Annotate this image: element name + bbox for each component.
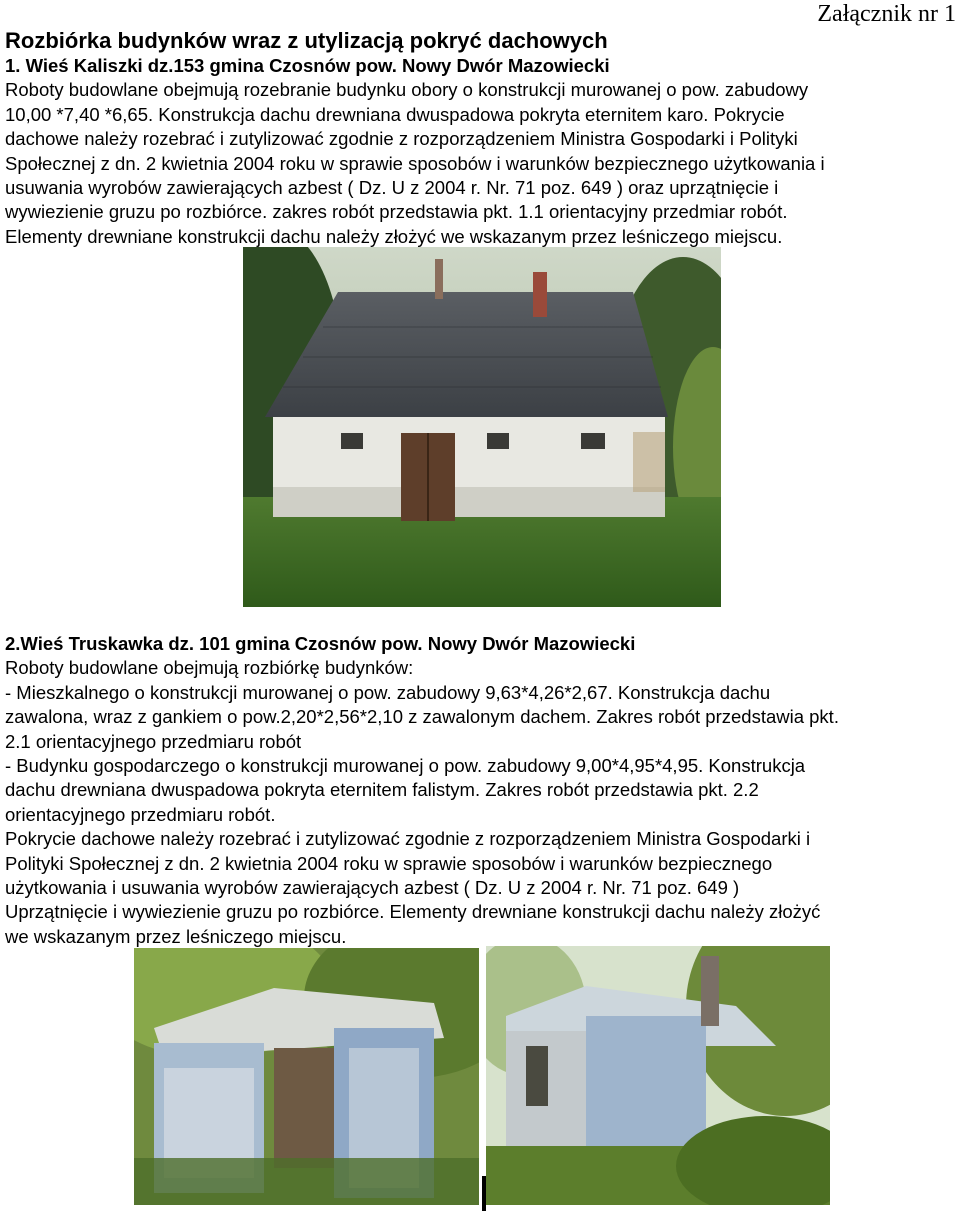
document-title: Rozbiórka budynków wraz z utylizacją pokryć dachowych — [5, 28, 608, 53]
section-2-heading: 2.Wieś Truskawka dz. 101 gmina Czosnów pow. Nowy Dwór Mazowiecki — [5, 633, 636, 654]
section-1-line: Społecznej z dn. 2 kwietnia 2004 roku w sprawie sposobów i warunków bezpiecznego użytkowania i — [5, 152, 825, 174]
barn-kaliszki-photo — [243, 247, 721, 607]
section-1-line: usuwania wyrobów zawierających azbest ( Dz. U z 2004 r. Nr. 71 poz. 649 ) oraz uprzątnięcie i — [5, 177, 779, 199]
section-2-line: orientacyjnego przedmiaru robót. — [5, 803, 276, 825]
section-2-line: Polityki Społecznej z dn. 2 kwietnia 2004 roku w sprawie sposobów i warunków bezpiecznego — [5, 852, 773, 874]
section-2-line: użytkowania i usuwania wyrobów zawierających azbest ( Dz. U z 2004 r. Nr. 71 poz. 649 ) — [5, 877, 740, 899]
section-2 — [5, 632, 955, 949]
text-cursor-mark — [482, 1176, 486, 1211]
section-2-line: - Budynku gospodarczego o konstrukcji murowanej o pow. zabudowy 9,00*4,95*4,95. Konstrukcja — [5, 755, 806, 777]
section-2-line: - Mieszkalnego o konstrukcji murowanej o pow. zabudowy 9,63*4,26*2,67. Konstrukcja dachu — [5, 681, 771, 703]
section-2-line: dachu drewniana dwuspadowa pokryta eternitem falistym. Zakres robót przedstawia pkt. 2.2 — [5, 779, 759, 801]
ruined-house-photo — [134, 948, 479, 1205]
section-2-line: we wskazanym przez leśniczego miejscu. — [5, 925, 347, 947]
section-2-line: Uprzątnięcie i wywiezienie gruzu po rozbiórce. Elementy drewniane konstrukcji dachu należy złożyć — [5, 901, 821, 923]
section-1-heading: 1. Wieś Kaliszki dz.153 gmina Czosnów pow. Nowy Dwór Mazowiecki — [5, 55, 610, 76]
section-1-line: Roboty budowlane obejmują rozebranie budynku obory o konstrukcji murowanej o pow. zabudowy — [5, 79, 809, 101]
section-2-line: Pokrycie dachowe należy rozebrać i zutylizować zgodnie z rozporządzeniem Ministra Gospodarki i — [5, 828, 811, 850]
section-2-line: 2.1 orientacyjnego przedmiaru robót — [5, 730, 302, 752]
section-1 — [5, 28, 955, 249]
section-1-line: wywiezienie gruzu po rozbiórce. zakres robót przedstawia pkt. 1.1 orientacyjny przedmiar robót. — [5, 201, 788, 223]
section-2-line: Roboty budowlane obejmują rozbiórkę budynków: — [5, 657, 414, 679]
ruined-outbuilding-photo — [486, 946, 830, 1205]
section-1-line: Elementy drewniane konstrukcji dachu należy złożyć we wskazanym przez leśniczego miejscu. — [5, 225, 783, 247]
section-1-line: 10,00 *7,40 *6,65. Konstrukcja dachu drewniana dwuspadowa pokryta eternitem karo. Pokrycie — [5, 103, 785, 125]
section-2-line: zawalona, wraz z gankiem o pow.2,20*2,56*2,10 z zawalonym dachem. Zakres robót przedstawia pkt. — [5, 706, 839, 728]
annex-label: Załącznik nr 1 — [817, 1, 956, 27]
section-1-line: dachowe należy rozebrać i zutylizować zgodnie z rozporządzeniem Ministra Gospodarki i Polityki — [5, 128, 798, 150]
